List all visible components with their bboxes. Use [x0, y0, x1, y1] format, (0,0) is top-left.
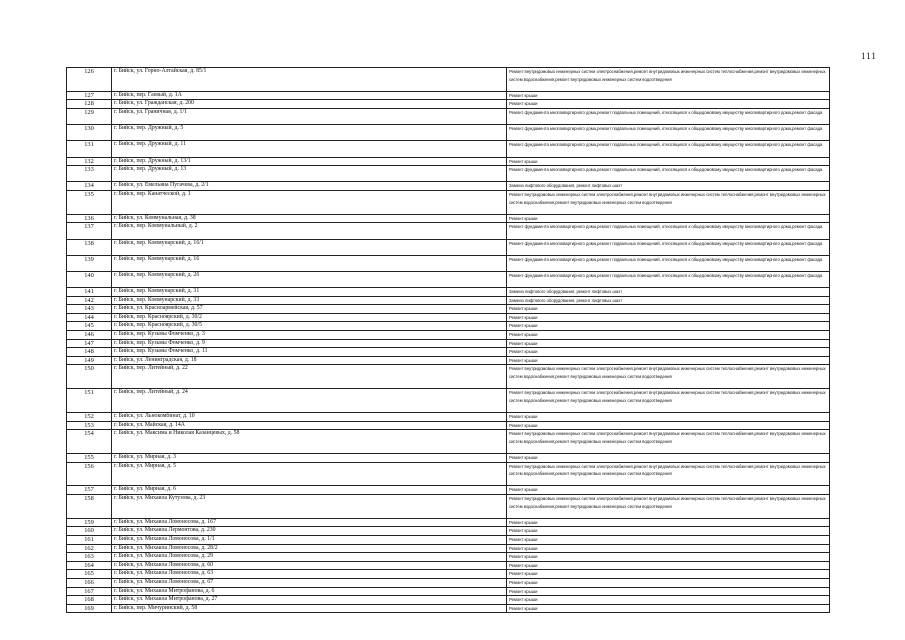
table-row	[67, 223, 830, 239]
row-work-type	[507, 157, 830, 166]
work-description: Ремонт фундамента многоквартирного дома,ремонт подвальных помещений, относящихся к общедомовому имуществу многоквартирного дома,ремонт фасада	[509, 272, 823, 278]
row-number: 144	[67, 313, 112, 322]
row-work-type	[507, 486, 830, 495]
table-row	[67, 604, 830, 613]
work-description: Замена лифтового оборудования, ремонт лифтовых шахт	[509, 183, 623, 189]
row-number: 136	[67, 214, 112, 223]
row-address: г. Бийск, ул. Михаила Ломоносова, д. 67	[112, 578, 507, 587]
row-work-type	[507, 365, 830, 389]
work-description: Ремонт внутридомовых инженерных систем электроснабжения,ремонт внутридомовых инженерных систем теплоснабжения,ремонт внутридомовых инженерных систем водоснабжения,ремонт внутридомовых инженерных систем водоотведения	[509, 69, 826, 82]
row-address: г. Бийск, пер. Коммунарский, д. 26	[112, 271, 507, 287]
row-work-type	[507, 389, 830, 413]
work-description: Ремонт фундамента многоквартирного дома,ремонт подвальных помещений, относящихся к общедомовому имуществу многоквартирного дома,ремонт фасада	[509, 240, 823, 246]
row-address: г. Бийск, ул. Льнокомбинат, д. 10	[112, 413, 507, 422]
row-address: г. Бийск, пер. Дружный, д. 5	[112, 125, 507, 141]
row-work-type	[507, 223, 830, 239]
row-work-type	[507, 305, 830, 314]
table-row	[67, 68, 830, 92]
row-work-type	[507, 108, 830, 124]
table-row	[67, 288, 830, 297]
work-description: Ремонт крыши	[509, 158, 538, 164]
row-address: г. Бийск, ул. Максима и Николая Казанцевых, д. 58	[112, 430, 507, 454]
row-address: г. Бийск, ул. Емельяна Пугачева, д. 2/1	[112, 182, 507, 191]
row-number: 149	[67, 356, 112, 365]
row-address: г. Бийск, ул. Красноармейская, д. 57	[112, 305, 507, 314]
row-work-type	[507, 421, 830, 430]
table-row	[67, 462, 830, 486]
row-address: г. Бийск, ул. Михаила Кутузова, д. 23	[112, 494, 507, 518]
row-work-type	[507, 535, 830, 544]
row-number: 155	[67, 453, 112, 462]
work-description: Ремонт крыши	[509, 340, 538, 346]
row-number: 158	[67, 494, 112, 518]
row-work-type	[507, 339, 830, 348]
row-number: 150	[67, 365, 112, 389]
row-work-type	[507, 331, 830, 340]
work-description: Ремонт крыши	[509, 332, 538, 338]
work-description: Ремонт крыши	[509, 519, 538, 525]
work-description: Ремонт крыши	[509, 545, 538, 551]
table-row	[67, 313, 830, 322]
row-address: г. Бийск, ул. Михаила Лермонтова, д. 230	[112, 527, 507, 536]
work-description: Ремонт внутридомовых инженерных систем электроснабжения,ремонт внутридомовых инженерных систем теплоснабжения,ремонт внутридомовых инженерных систем водоснабжения,ремонт внутридомовых инженерных систем водоотведения	[509, 431, 826, 444]
row-address: г. Бийск, ул. Михаила Ломоносова, д. 167	[112, 518, 507, 527]
work-description: Ремонт внутридомовых инженерных систем электроснабжения,ремонт внутридомовых инженерных систем теплоснабжения,ремонт внутридомовых инженерных систем водоснабжения,ремонт внутридомовых инженерных систем водоотведения	[509, 463, 826, 477]
work-description: Ремонт крыши	[509, 528, 538, 534]
work-description: Ремонт внутридомовых инженерных систем электроснабжения,ремонт внутридомовых инженерных систем теплоснабжения,ремонт внутридомовых инженерных систем водоснабжения,ремонт внутридомовых инженерных систем водоотведения	[509, 495, 826, 509]
row-work-type	[507, 544, 830, 553]
work-description: Ремонт крыши	[509, 562, 538, 568]
table-row	[67, 182, 830, 191]
row-work-type	[507, 553, 830, 562]
row-address: г. Бийск, ул. Михаила Митрофанова, д. 27	[112, 596, 507, 605]
row-work-type	[507, 587, 830, 596]
row-address: г. Бийск, пер. Кузьмы Фомченко, д. 3	[112, 331, 507, 340]
row-address: г. Бийск, ул. Майская, д. 14А	[112, 421, 507, 430]
table-row	[67, 190, 830, 214]
row-address: г. Бийск, пер. Коммунарский, д. 31	[112, 288, 507, 297]
table-row	[67, 108, 830, 124]
row-address: г. Бийск, пер. Литейный, д. 24	[112, 389, 507, 413]
row-work-type	[507, 462, 830, 486]
row-work-type	[507, 322, 830, 331]
work-description: Ремонт крыши	[509, 536, 538, 542]
row-number: 134	[67, 182, 112, 191]
row-address: г. Бийск, пер. Красноярский, д. 30/5	[112, 322, 507, 331]
row-work-type	[507, 271, 830, 287]
table-row	[67, 486, 830, 495]
work-description: Ремонт крыши	[509, 306, 538, 312]
work-description: Ремонт крыши	[509, 101, 538, 107]
table-row	[67, 389, 830, 413]
row-number: 132	[67, 157, 112, 166]
row-address: г. Бийск, ул. Коммунальная, д. 38	[112, 214, 507, 223]
table-row	[67, 214, 830, 223]
work-description: Ремонт фундамента многоквартирного дома,ремонт подвальных помещений, относящихся к общедомовому имуществу многоквартирного дома,ремонт фасада	[509, 224, 823, 230]
table-row	[67, 596, 830, 605]
table-row	[67, 255, 830, 271]
work-description: Ремонт крыши	[509, 454, 538, 460]
row-work-type	[507, 527, 830, 536]
table-row	[67, 339, 830, 348]
row-number: 128	[67, 100, 112, 109]
table-row	[67, 239, 830, 255]
row-number: 163	[67, 553, 112, 562]
row-number: 166	[67, 578, 112, 587]
row-number: 164	[67, 561, 112, 570]
row-work-type	[507, 494, 830, 518]
repair-register-table	[66, 67, 830, 613]
row-address: г. Бийск, ул. Ленинградская, д. 18	[112, 356, 507, 365]
row-address: г. Бийск, пер. Красноярский, д. 30/2	[112, 313, 507, 322]
row-work-type	[507, 100, 830, 109]
work-description: Ремонт крыши	[509, 588, 538, 594]
row-address: г. Бийск, пер. Дружный, д. 13/1	[112, 157, 507, 166]
work-description: Ремонт фундамента многоквартирного дома,ремонт подвальных помещений, относящихся к общедомовому имуществу многоквартирного дома,ремонт фасада	[509, 142, 823, 148]
table-row	[67, 578, 830, 587]
row-address: г. Бийск, пер. Дружный, д. 11	[112, 141, 507, 157]
work-description: Ремонт внутридомовых инженерных систем электроснабжения,ремонт внутридомовых инженерных систем теплоснабжения,ремонт внутридомовых инженерных систем водоснабжения,ремонт внутридомовых инженерных систем водоотведения	[509, 366, 826, 379]
work-description: Ремонт фундамента многоквартирного дома,ремонт подвальных помещений, относящихся к общедомовому имуществу многоквартирного дома,ремонт фасада	[509, 109, 823, 115]
table-row	[67, 348, 830, 357]
row-address: г. Бийск, ул. Михаила Ломоносова, д. 1/1	[112, 535, 507, 544]
row-number: 126	[67, 68, 112, 92]
row-number: 141	[67, 288, 112, 297]
row-number: 138	[67, 239, 112, 255]
row-number: 169	[67, 604, 112, 613]
work-description: Ремонт крыши	[509, 554, 538, 560]
work-description: Замена лифтового оборудования, ремонт лифтовых шахт	[509, 297, 623, 303]
row-work-type	[507, 68, 830, 92]
table-row	[67, 91, 830, 100]
row-work-type	[507, 214, 830, 223]
row-number: 127	[67, 91, 112, 100]
table-row	[67, 430, 830, 454]
work-description: Ремонт крыши	[509, 414, 538, 419]
row-work-type	[507, 91, 830, 100]
table-row	[67, 494, 830, 518]
row-address: г. Бийск, пер. Литейный, д. 22	[112, 365, 507, 389]
row-number: 139	[67, 255, 112, 271]
table-row	[67, 413, 830, 422]
row-number: 165	[67, 570, 112, 579]
page-number: 111	[861, 51, 877, 61]
table-row	[67, 271, 830, 287]
row-number: 146	[67, 331, 112, 340]
row-address: г. Бийск, ул. Гражданская, д. 200	[112, 100, 507, 109]
row-address: г. Бийск, пер. Гаевый, д. 1А	[112, 91, 507, 100]
row-address: г. Бийск, ул. Горно-Алтайская, д. 85/1	[112, 68, 507, 92]
row-address: г. Бийск, ул. Михаила Ломоносова, д. 63	[112, 570, 507, 579]
table-row	[67, 356, 830, 365]
row-address: г. Бийск, ул. Михаила Ломоносова, д. 60	[112, 561, 507, 570]
row-work-type	[507, 561, 830, 570]
row-work-type	[507, 356, 830, 365]
row-work-type	[507, 125, 830, 141]
row-number: 148	[67, 348, 112, 357]
row-work-type	[507, 255, 830, 271]
row-address: г. Бийск, пер. Канатческой, д. 1	[112, 190, 507, 214]
table-row	[67, 322, 830, 331]
row-work-type	[507, 518, 830, 527]
row-work-type	[507, 190, 830, 214]
table-row	[67, 166, 830, 182]
row-number: 161	[67, 535, 112, 544]
row-work-type	[507, 288, 830, 297]
row-address: г. Бийск, ул. Мирная, д. 6	[112, 486, 507, 495]
work-description: Ремонт крыши	[509, 579, 538, 585]
table-row	[67, 100, 830, 109]
row-number: 129	[67, 108, 112, 124]
work-description: Ремонт крыши	[509, 605, 538, 611]
row-work-type	[507, 296, 830, 305]
row-number: 151	[67, 389, 112, 413]
work-description: Ремонт крыши	[509, 422, 538, 428]
row-address: г. Бийск, ул. Михаила Митрофанова, д. 6	[112, 587, 507, 596]
row-number: 157	[67, 486, 112, 495]
row-number: 162	[67, 544, 112, 553]
table-row	[67, 570, 830, 579]
work-description: Ремонт крыши	[509, 92, 538, 98]
row-number: 142	[67, 296, 112, 305]
table-row	[67, 544, 830, 553]
row-number: 135	[67, 190, 112, 214]
table-row	[67, 561, 830, 570]
row-address: г. Бийск, ул. Михаила Ломоносова, д. 28/2	[112, 544, 507, 553]
table-row	[67, 535, 830, 544]
table-row	[67, 365, 830, 389]
table-body	[67, 68, 830, 613]
row-address: г. Бийск, пер. Кузьмы Фомченко, д. 11	[112, 348, 507, 357]
row-number: 131	[67, 141, 112, 157]
row-number: 133	[67, 166, 112, 182]
work-description: Ремонт крыши	[509, 571, 538, 577]
row-work-type	[507, 430, 830, 454]
work-description: Ремонт крыши	[509, 357, 538, 363]
row-address: г. Бийск, пер. Коммунарский, д. 16/1	[112, 239, 507, 255]
row-number: 153	[67, 421, 112, 430]
row-number: 137	[67, 223, 112, 239]
work-description: Ремонт крыши	[509, 349, 538, 355]
table-row	[67, 125, 830, 141]
row-work-type	[507, 166, 830, 182]
table-row	[67, 553, 830, 562]
row-number: 167	[67, 587, 112, 596]
row-number: 140	[67, 271, 112, 287]
row-address: г. Бийск, ул. Мирная, д. 5	[112, 462, 507, 486]
row-address: г. Бийск, пер. Коммунальный, д. 2	[112, 223, 507, 239]
table-row	[67, 421, 830, 430]
row-address: г. Бийск, пер. Кузьмы Фомченко, д. 9	[112, 339, 507, 348]
work-description: Замена лифтового оборудования, ремонт лифтовых шахт	[509, 289, 623, 295]
table-row	[67, 453, 830, 462]
row-address: г. Бийск, ул. Михаила Ломоносова, д. 29	[112, 553, 507, 562]
row-work-type	[507, 570, 830, 579]
work-description: Ремонт крыши	[509, 323, 538, 329]
row-work-type	[507, 604, 830, 613]
row-address: г. Бийск, пер. Дружный, д. 13	[112, 166, 507, 182]
work-description: Ремонт крыши	[509, 215, 538, 221]
table-row	[67, 331, 830, 340]
work-description: Ремонт крыши	[509, 597, 538, 603]
work-description: Ремонт фундамента многоквартирного дома,ремонт подвальных помещений, относящихся к общедомовому имуществу многоквартирного дома,ремонт фасада	[509, 256, 823, 262]
row-work-type	[507, 596, 830, 605]
work-description: Ремонт внутридомовых инженерных систем электроснабжения,ремонт внутридомовых инженерных систем теплоснабжения,ремонт внутридомовых инженерных систем водоснабжения,ремонт внутридомовых инженерных систем водоотведения	[509, 191, 826, 205]
work-description: Ремонт внутридомовых инженерных систем электроснабжения,ремонт внутридомовых инженерных систем теплоснабжения,ремонт внутридомовых инженерных систем водоснабжения,ремонт внутридомовых инженерных систем водоотведения	[509, 390, 826, 403]
row-work-type	[507, 453, 830, 462]
work-description: Ремонт крыши	[509, 314, 538, 320]
work-description: Ремонт крыши	[509, 487, 538, 493]
row-work-type	[507, 313, 830, 322]
row-number: 168	[67, 596, 112, 605]
row-address: г. Бийск, ул. Граничная, д. 1/1	[112, 108, 507, 124]
table-row	[67, 296, 830, 305]
row-number: 143	[67, 305, 112, 314]
table-row	[67, 305, 830, 314]
row-number: 145	[67, 322, 112, 331]
row-number: 156	[67, 462, 112, 486]
row-number: 154	[67, 430, 112, 454]
work-description: Ремонт фундамента многоквартирного дома,ремонт подвальных помещений, относящихся к общедомовому имуществу многоквартирного дома,ремонт фасада	[509, 126, 823, 132]
row-work-type	[507, 348, 830, 357]
row-number: 130	[67, 125, 112, 141]
table-row	[67, 527, 830, 536]
table-row	[67, 141, 830, 157]
row-number: 147	[67, 339, 112, 348]
work-description: Ремонт фундамента многоквартирного дома,ремонт подвальных помещений, относящихся к общедомовому имуществу многоквартирного дома,ремонт фасада	[509, 167, 823, 173]
table-row	[67, 587, 830, 596]
table-row	[67, 518, 830, 527]
row-work-type	[507, 239, 830, 255]
row-number: 159	[67, 518, 112, 527]
row-work-type	[507, 141, 830, 157]
row-number: 160	[67, 527, 112, 536]
row-work-type	[507, 578, 830, 587]
table-row	[67, 157, 830, 166]
row-work-type	[507, 413, 830, 422]
row-work-type	[507, 182, 830, 191]
row-address: г. Бийск, ул. Мирная, д. 3	[112, 453, 507, 462]
row-address: г. Бийск, пер. Коммунарский, д. 16	[112, 255, 507, 271]
row-address: г. Бийск, пер. Мичуринский, д. 58	[112, 604, 507, 613]
row-number: 152	[67, 413, 112, 422]
row-address: г. Бийск, пер. Коммунарский, д. 33	[112, 296, 507, 305]
